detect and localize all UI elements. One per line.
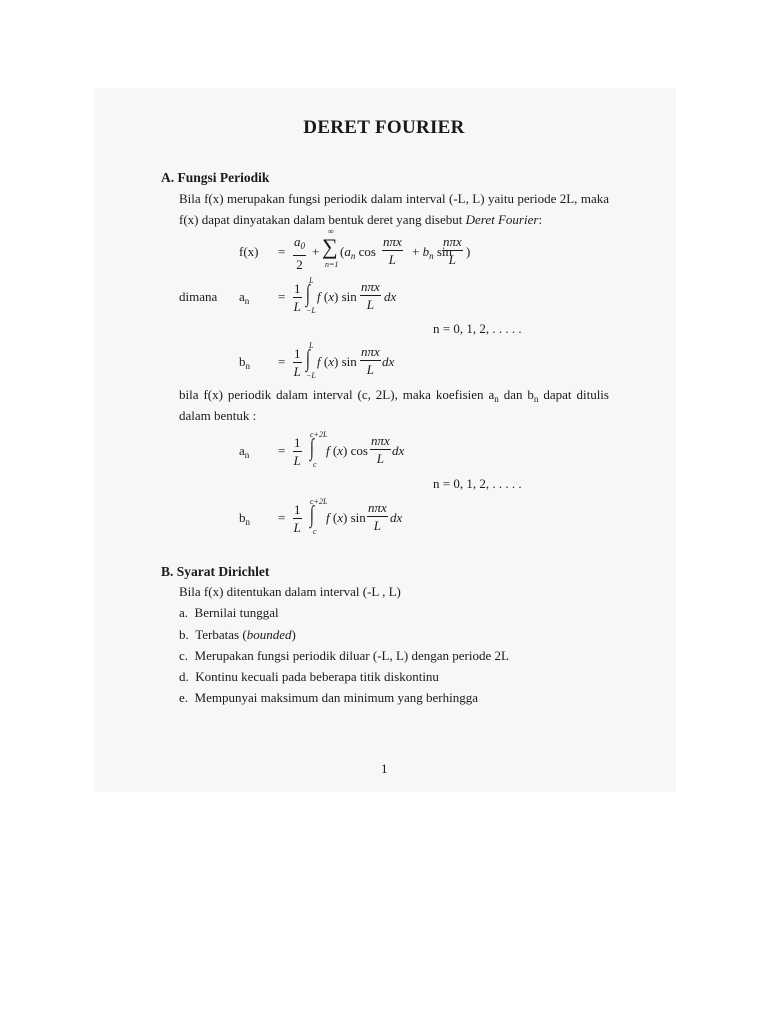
list-item: d. Kontinu kecuali pada beberapa titik diskontinu bbox=[179, 669, 439, 684]
n-values-1: n = 0, 1, 2, . . . . . bbox=[433, 321, 522, 336]
an-label-1: $a_n$ bbox=[239, 289, 250, 306]
fourier-a0-fraction: $a_0$ 2 bbox=[294, 234, 305, 272]
list-item: e. Mempunyai maksimum dan minimum yang berhingga bbox=[179, 690, 478, 705]
section-b-intro: Bila f(x) ditentukan dalam interval (-L , L) bbox=[179, 584, 401, 599]
list-item: a. Bernilai tunggal bbox=[179, 605, 279, 620]
section-a-para2-line1: bila f(x) periodik dalam interval (c, 2L), maka koefisien $a_n$ dan $b_n$ dapat ditulis bbox=[179, 387, 609, 404]
equals-sign: = bbox=[278, 244, 286, 259]
list-item: c. Merupakan fungsi periodik diluar (-L, L) dengan periode 2L bbox=[179, 648, 509, 663]
section-a-para1-line1: Bila f(x) merupakan fungsi periodik dalam interval (-L, L) yaitu periode 2L, maka bbox=[179, 191, 609, 206]
cos-argument-fraction: nπx L bbox=[383, 234, 402, 267]
bn-label-1: $b_n$ bbox=[239, 354, 250, 371]
bn-label-2: $b_n$ bbox=[239, 510, 250, 527]
page-number: 1 bbox=[381, 761, 388, 776]
section-a-para2-line2: dalam bentuk : bbox=[179, 408, 257, 423]
list-item: b. Terbatas (bounded) bbox=[179, 627, 296, 642]
summation-sign: ∑ bbox=[322, 234, 338, 259]
dimana-label: dimana bbox=[179, 289, 218, 304]
section-a-para1-line2: f(x) dapat dinyatakan dalam bentuk deret yang disebut Deret Fourier: bbox=[179, 212, 543, 227]
fx-label: f(x) bbox=[239, 244, 259, 259]
section-a-heading: A. Fungsi Periodik bbox=[161, 170, 270, 185]
section-b-heading: B. Syarat Dirichlet bbox=[161, 564, 270, 579]
page-title: DERET FOURIER bbox=[303, 117, 465, 138]
an-label-2: $a_n$ bbox=[239, 443, 250, 460]
integral-sign: ∫ bbox=[306, 281, 310, 307]
sin-argument-fraction: nπx L bbox=[443, 234, 462, 267]
n-values-2: n = 0, 1, 2, . . . . . bbox=[433, 476, 522, 491]
